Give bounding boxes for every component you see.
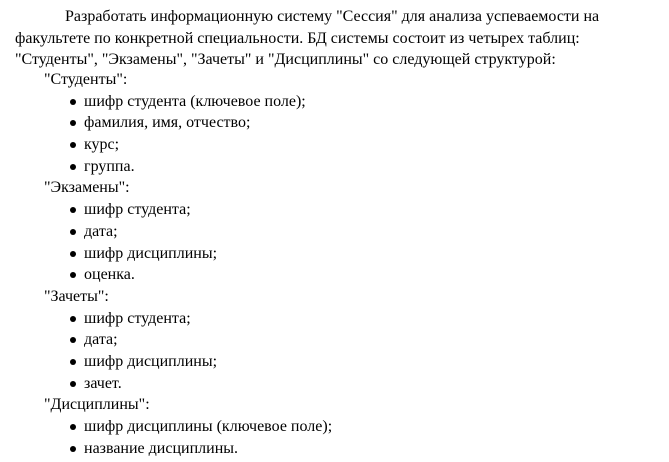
- section-title: "Экзамены":: [44, 179, 130, 197]
- section-title: "Зачеты":: [44, 287, 109, 305]
- field-label: шифр дисциплины;: [84, 352, 218, 370]
- intro-paragraph: [15, 6, 665, 71]
- field-label: шифр дисциплины;: [84, 244, 218, 262]
- list-item: [0, 134, 669, 156]
- bullet-icon: [70, 99, 76, 105]
- bullet-icon: [70, 359, 76, 365]
- section-exams: [0, 177, 669, 285]
- intro-line: "Студенты", "Экзамены", "Зачеты" и "Дисциплины" со следующей структурой:: [15, 51, 556, 68]
- bullet-icon: [70, 424, 76, 430]
- bullet-icon: [70, 381, 76, 387]
- list-item: [0, 329, 669, 351]
- bullet-icon: [70, 251, 76, 257]
- field-label: группа.: [84, 157, 135, 175]
- section-disciplines: [0, 394, 669, 459]
- intro-line-text: Разработать информационную систему "Сессия" для анализа успеваемости на: [65, 8, 600, 25]
- bullet-icon: [70, 120, 76, 126]
- intro-line: [15, 6, 665, 28]
- field-label: название дисциплины.: [84, 439, 239, 457]
- list-item: [0, 243, 669, 265]
- field-label: дата;: [84, 331, 118, 349]
- list-item: [0, 199, 669, 221]
- bullet-icon: [70, 142, 76, 148]
- field-label: фамилия, имя, отчество;: [84, 114, 251, 132]
- list-item: [0, 156, 669, 178]
- list-item: [0, 308, 669, 330]
- bullet-icon: [70, 316, 76, 322]
- bullet-icon: [70, 446, 76, 452]
- table-structure-list: [0, 69, 669, 459]
- field-list: [0, 199, 669, 286]
- field-label: курс;: [84, 136, 120, 154]
- list-item: [0, 416, 669, 438]
- field-label: зачет.: [84, 374, 122, 392]
- section-title: "Дисциплины":: [44, 396, 150, 414]
- bullet-icon: [70, 337, 76, 343]
- field-list: [0, 416, 669, 459]
- bullet-icon: [70, 229, 76, 235]
- field-label: шифр студента (ключевое поле);: [84, 92, 306, 110]
- section-credits: [0, 286, 669, 394]
- field-label: шифр студента;: [84, 201, 191, 219]
- field-list: [0, 91, 669, 178]
- list-item: [0, 351, 669, 373]
- list-item: [0, 221, 669, 243]
- section-students: [0, 69, 669, 177]
- list-item: [0, 91, 669, 113]
- list-item: [0, 438, 669, 460]
- field-label: оценка.: [84, 266, 135, 284]
- list-item: [0, 264, 669, 286]
- list-item: [0, 373, 669, 395]
- field-list: [0, 308, 669, 395]
- bullet-icon: [70, 272, 76, 278]
- intro-line: факультете по конкретной специальности. БД системы состоит из четырех таблиц:: [15, 29, 580, 47]
- field-label: шифр студента;: [84, 309, 191, 327]
- list-item: [0, 112, 669, 134]
- field-label: дата;: [84, 222, 118, 240]
- bullet-icon: [70, 207, 76, 213]
- bullet-icon: [70, 164, 76, 170]
- field-label: шифр дисциплины (ключевое поле);: [84, 418, 333, 435]
- section-title: "Студенты":: [44, 71, 128, 88]
